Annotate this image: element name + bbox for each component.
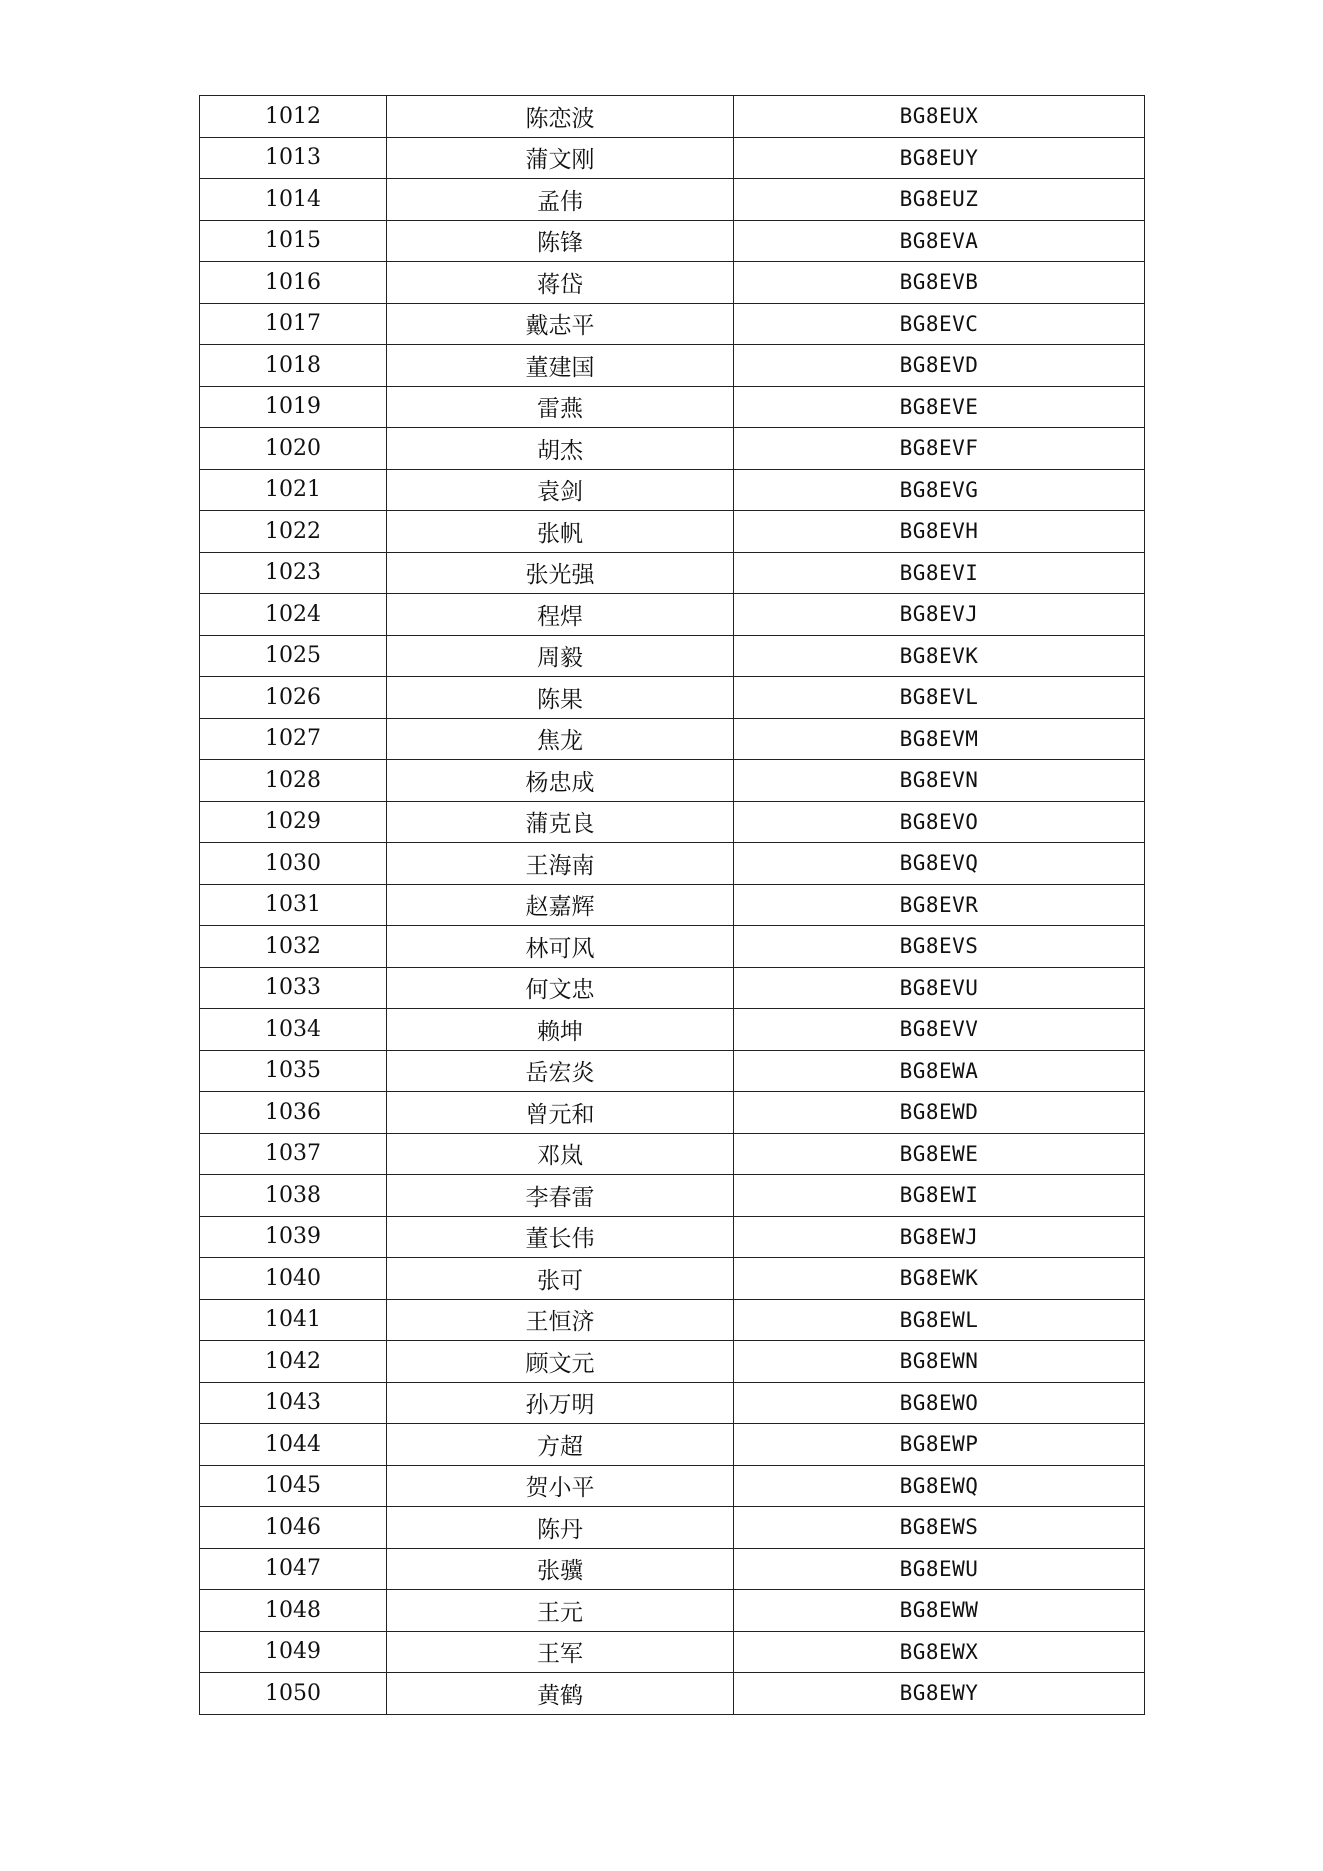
callsign-cell: BG8EVQ xyxy=(734,843,1145,885)
name-cell: 雷燕 xyxy=(387,386,734,428)
callsign-cell: BG8EVC xyxy=(734,303,1145,345)
table-row xyxy=(200,1673,1145,1715)
callsign-cell: BG8EVO xyxy=(734,801,1145,843)
callsign-cell: BG8EVD xyxy=(734,345,1145,387)
serial-number-cell: 1013 xyxy=(200,137,387,179)
serial-number-cell: 1027 xyxy=(200,718,387,760)
table-row xyxy=(200,760,1145,802)
table-row xyxy=(200,1175,1145,1217)
serial-number-cell: 1023 xyxy=(200,552,387,594)
callsign-cell: BG8EWO xyxy=(734,1382,1145,1424)
name-cell: 曾元和 xyxy=(387,1092,734,1134)
table-row xyxy=(200,884,1145,926)
table-row xyxy=(200,220,1145,262)
callsign-cell: BG8EWU xyxy=(734,1548,1145,1590)
name-cell: 张帆 xyxy=(387,511,734,553)
table-row xyxy=(200,1465,1145,1507)
name-cell: 蒋岱 xyxy=(387,262,734,304)
serial-number-cell: 1021 xyxy=(200,469,387,511)
callsign-cell: BG8EVE xyxy=(734,386,1145,428)
table-row xyxy=(200,1092,1145,1134)
name-cell: 董建国 xyxy=(387,345,734,387)
serial-number-cell: 1014 xyxy=(200,179,387,221)
name-cell: 袁剑 xyxy=(387,469,734,511)
name-cell: 孙万明 xyxy=(387,1382,734,1424)
callsign-cell: BG8EVM xyxy=(734,718,1145,760)
serial-number-cell: 1022 xyxy=(200,511,387,553)
table-row xyxy=(200,635,1145,677)
callsign-cell: BG8EWJ xyxy=(734,1216,1145,1258)
table-row xyxy=(200,469,1145,511)
callsign-cell: BG8EVG xyxy=(734,469,1145,511)
serial-number-cell: 1019 xyxy=(200,386,387,428)
callsign-cell: BG8EVJ xyxy=(734,594,1145,636)
callsign-cell: BG8EUZ xyxy=(734,179,1145,221)
table-row xyxy=(200,967,1145,1009)
callsign-cell: BG8EVS xyxy=(734,926,1145,968)
table-row xyxy=(200,262,1145,304)
name-cell: 陈丹 xyxy=(387,1507,734,1549)
serial-number-cell: 1017 xyxy=(200,303,387,345)
table-row xyxy=(200,677,1145,719)
callsign-cell: BG8EWN xyxy=(734,1341,1145,1383)
serial-number-cell: 1045 xyxy=(200,1465,387,1507)
serial-number-cell: 1049 xyxy=(200,1631,387,1673)
name-cell: 陈恋波 xyxy=(387,96,734,138)
name-cell: 程焊 xyxy=(387,594,734,636)
name-cell: 焦龙 xyxy=(387,718,734,760)
name-cell: 方超 xyxy=(387,1424,734,1466)
callsign-cell: BG8EUY xyxy=(734,137,1145,179)
serial-number-cell: 1033 xyxy=(200,967,387,1009)
callsign-cell: BG8EVF xyxy=(734,428,1145,470)
serial-number-cell: 1037 xyxy=(200,1133,387,1175)
serial-number-cell: 1043 xyxy=(200,1382,387,1424)
table-row xyxy=(200,345,1145,387)
table-row xyxy=(200,552,1145,594)
name-cell: 李春雷 xyxy=(387,1175,734,1217)
serial-number-cell: 1029 xyxy=(200,801,387,843)
name-cell: 贺小平 xyxy=(387,1465,734,1507)
table-row xyxy=(200,1548,1145,1590)
callsign-cell: BG8EVU xyxy=(734,967,1145,1009)
name-cell: 陈锋 xyxy=(387,220,734,262)
table-row xyxy=(200,96,1145,138)
serial-number-cell: 1032 xyxy=(200,926,387,968)
callsign-cell: BG8EVV xyxy=(734,1009,1145,1051)
serial-number-cell: 1040 xyxy=(200,1258,387,1300)
callsign-cell: BG8EWL xyxy=(734,1299,1145,1341)
table-row xyxy=(200,179,1145,221)
name-cell: 赖坤 xyxy=(387,1009,734,1051)
callsign-cell: BG8EVL xyxy=(734,677,1145,719)
table-row xyxy=(200,843,1145,885)
serial-number-cell: 1038 xyxy=(200,1175,387,1217)
serial-number-cell: 1016 xyxy=(200,262,387,304)
name-cell: 胡杰 xyxy=(387,428,734,470)
table-row xyxy=(200,1507,1145,1549)
name-cell: 何文忠 xyxy=(387,967,734,1009)
name-cell: 孟伟 xyxy=(387,179,734,221)
table-row xyxy=(200,1133,1145,1175)
callsign-cell: BG8EWE xyxy=(734,1133,1145,1175)
serial-number-cell: 1034 xyxy=(200,1009,387,1051)
name-cell: 顾文元 xyxy=(387,1341,734,1383)
table-row xyxy=(200,137,1145,179)
name-cell: 赵嘉辉 xyxy=(387,884,734,926)
callsign-cell: BG8EWX xyxy=(734,1631,1145,1673)
serial-number-cell: 1046 xyxy=(200,1507,387,1549)
serial-number-cell: 1047 xyxy=(200,1548,387,1590)
serial-number-cell: 1031 xyxy=(200,884,387,926)
table-row xyxy=(200,801,1145,843)
name-cell: 张可 xyxy=(387,1258,734,1300)
name-cell: 王军 xyxy=(387,1631,734,1673)
name-cell: 黄鹤 xyxy=(387,1673,734,1715)
table-row xyxy=(200,428,1145,470)
serial-number-cell: 1012 xyxy=(200,96,387,138)
name-cell: 岳宏炎 xyxy=(387,1050,734,1092)
table-row xyxy=(200,718,1145,760)
name-cell: 杨忠成 xyxy=(387,760,734,802)
table-row xyxy=(200,1382,1145,1424)
callsign-cell: BG8EWD xyxy=(734,1092,1145,1134)
table-row xyxy=(200,1424,1145,1466)
callsign-cell: BG8EWP xyxy=(734,1424,1145,1466)
serial-number-cell: 1036 xyxy=(200,1092,387,1134)
name-cell: 蒲克良 xyxy=(387,801,734,843)
callsign-cell: BG8EWI xyxy=(734,1175,1145,1217)
callsign-cell: BG8EVR xyxy=(734,884,1145,926)
serial-number-cell: 1042 xyxy=(200,1341,387,1383)
serial-number-cell: 1020 xyxy=(200,428,387,470)
callsign-cell: BG8EVK xyxy=(734,635,1145,677)
serial-number-cell: 1025 xyxy=(200,635,387,677)
serial-number-cell: 1026 xyxy=(200,677,387,719)
serial-number-cell: 1018 xyxy=(200,345,387,387)
callsign-cell: BG8EWQ xyxy=(734,1465,1145,1507)
name-cell: 戴志平 xyxy=(387,303,734,345)
serial-number-cell: 1041 xyxy=(200,1299,387,1341)
callsign-cell: BG8EVA xyxy=(734,220,1145,262)
callsign-cell: BG8EWK xyxy=(734,1258,1145,1300)
name-cell: 董长伟 xyxy=(387,1216,734,1258)
name-cell: 王元 xyxy=(387,1590,734,1632)
serial-number-cell: 1050 xyxy=(200,1673,387,1715)
table-row xyxy=(200,1009,1145,1051)
callsign-cell: BG8EVH xyxy=(734,511,1145,553)
roster-table xyxy=(199,95,1145,1715)
name-cell: 蒲文刚 xyxy=(387,137,734,179)
table-row xyxy=(200,594,1145,636)
serial-number-cell: 1030 xyxy=(200,843,387,885)
table-row xyxy=(200,1216,1145,1258)
table-row xyxy=(200,1341,1145,1383)
name-cell: 周毅 xyxy=(387,635,734,677)
name-cell: 张光强 xyxy=(387,552,734,594)
name-cell: 邓岚 xyxy=(387,1133,734,1175)
table-row xyxy=(200,926,1145,968)
table-row xyxy=(200,386,1145,428)
roster-table-body xyxy=(200,96,1145,1715)
table-row xyxy=(200,1590,1145,1632)
serial-number-cell: 1039 xyxy=(200,1216,387,1258)
serial-number-cell: 1015 xyxy=(200,220,387,262)
serial-number-cell: 1028 xyxy=(200,760,387,802)
serial-number-cell: 1024 xyxy=(200,594,387,636)
table-row xyxy=(200,1258,1145,1300)
serial-number-cell: 1035 xyxy=(200,1050,387,1092)
name-cell: 张骥 xyxy=(387,1548,734,1590)
callsign-cell: BG8EVI xyxy=(734,552,1145,594)
serial-number-cell: 1044 xyxy=(200,1424,387,1466)
callsign-cell: BG8EWS xyxy=(734,1507,1145,1549)
callsign-cell: BG8EWA xyxy=(734,1050,1145,1092)
name-cell: 陈果 xyxy=(387,677,734,719)
name-cell: 王海南 xyxy=(387,843,734,885)
table-row xyxy=(200,511,1145,553)
table-row xyxy=(200,1631,1145,1673)
table-row xyxy=(200,1050,1145,1092)
callsign-cell: BG8EUX xyxy=(734,96,1145,138)
table-row xyxy=(200,303,1145,345)
callsign-cell: BG8EVB xyxy=(734,262,1145,304)
callsign-cell: BG8EWW xyxy=(734,1590,1145,1632)
serial-number-cell: 1048 xyxy=(200,1590,387,1632)
callsign-cell: BG8EVN xyxy=(734,760,1145,802)
table-row xyxy=(200,1299,1145,1341)
name-cell: 王恒济 xyxy=(387,1299,734,1341)
name-cell: 林可风 xyxy=(387,926,734,968)
callsign-cell: BG8EWY xyxy=(734,1673,1145,1715)
